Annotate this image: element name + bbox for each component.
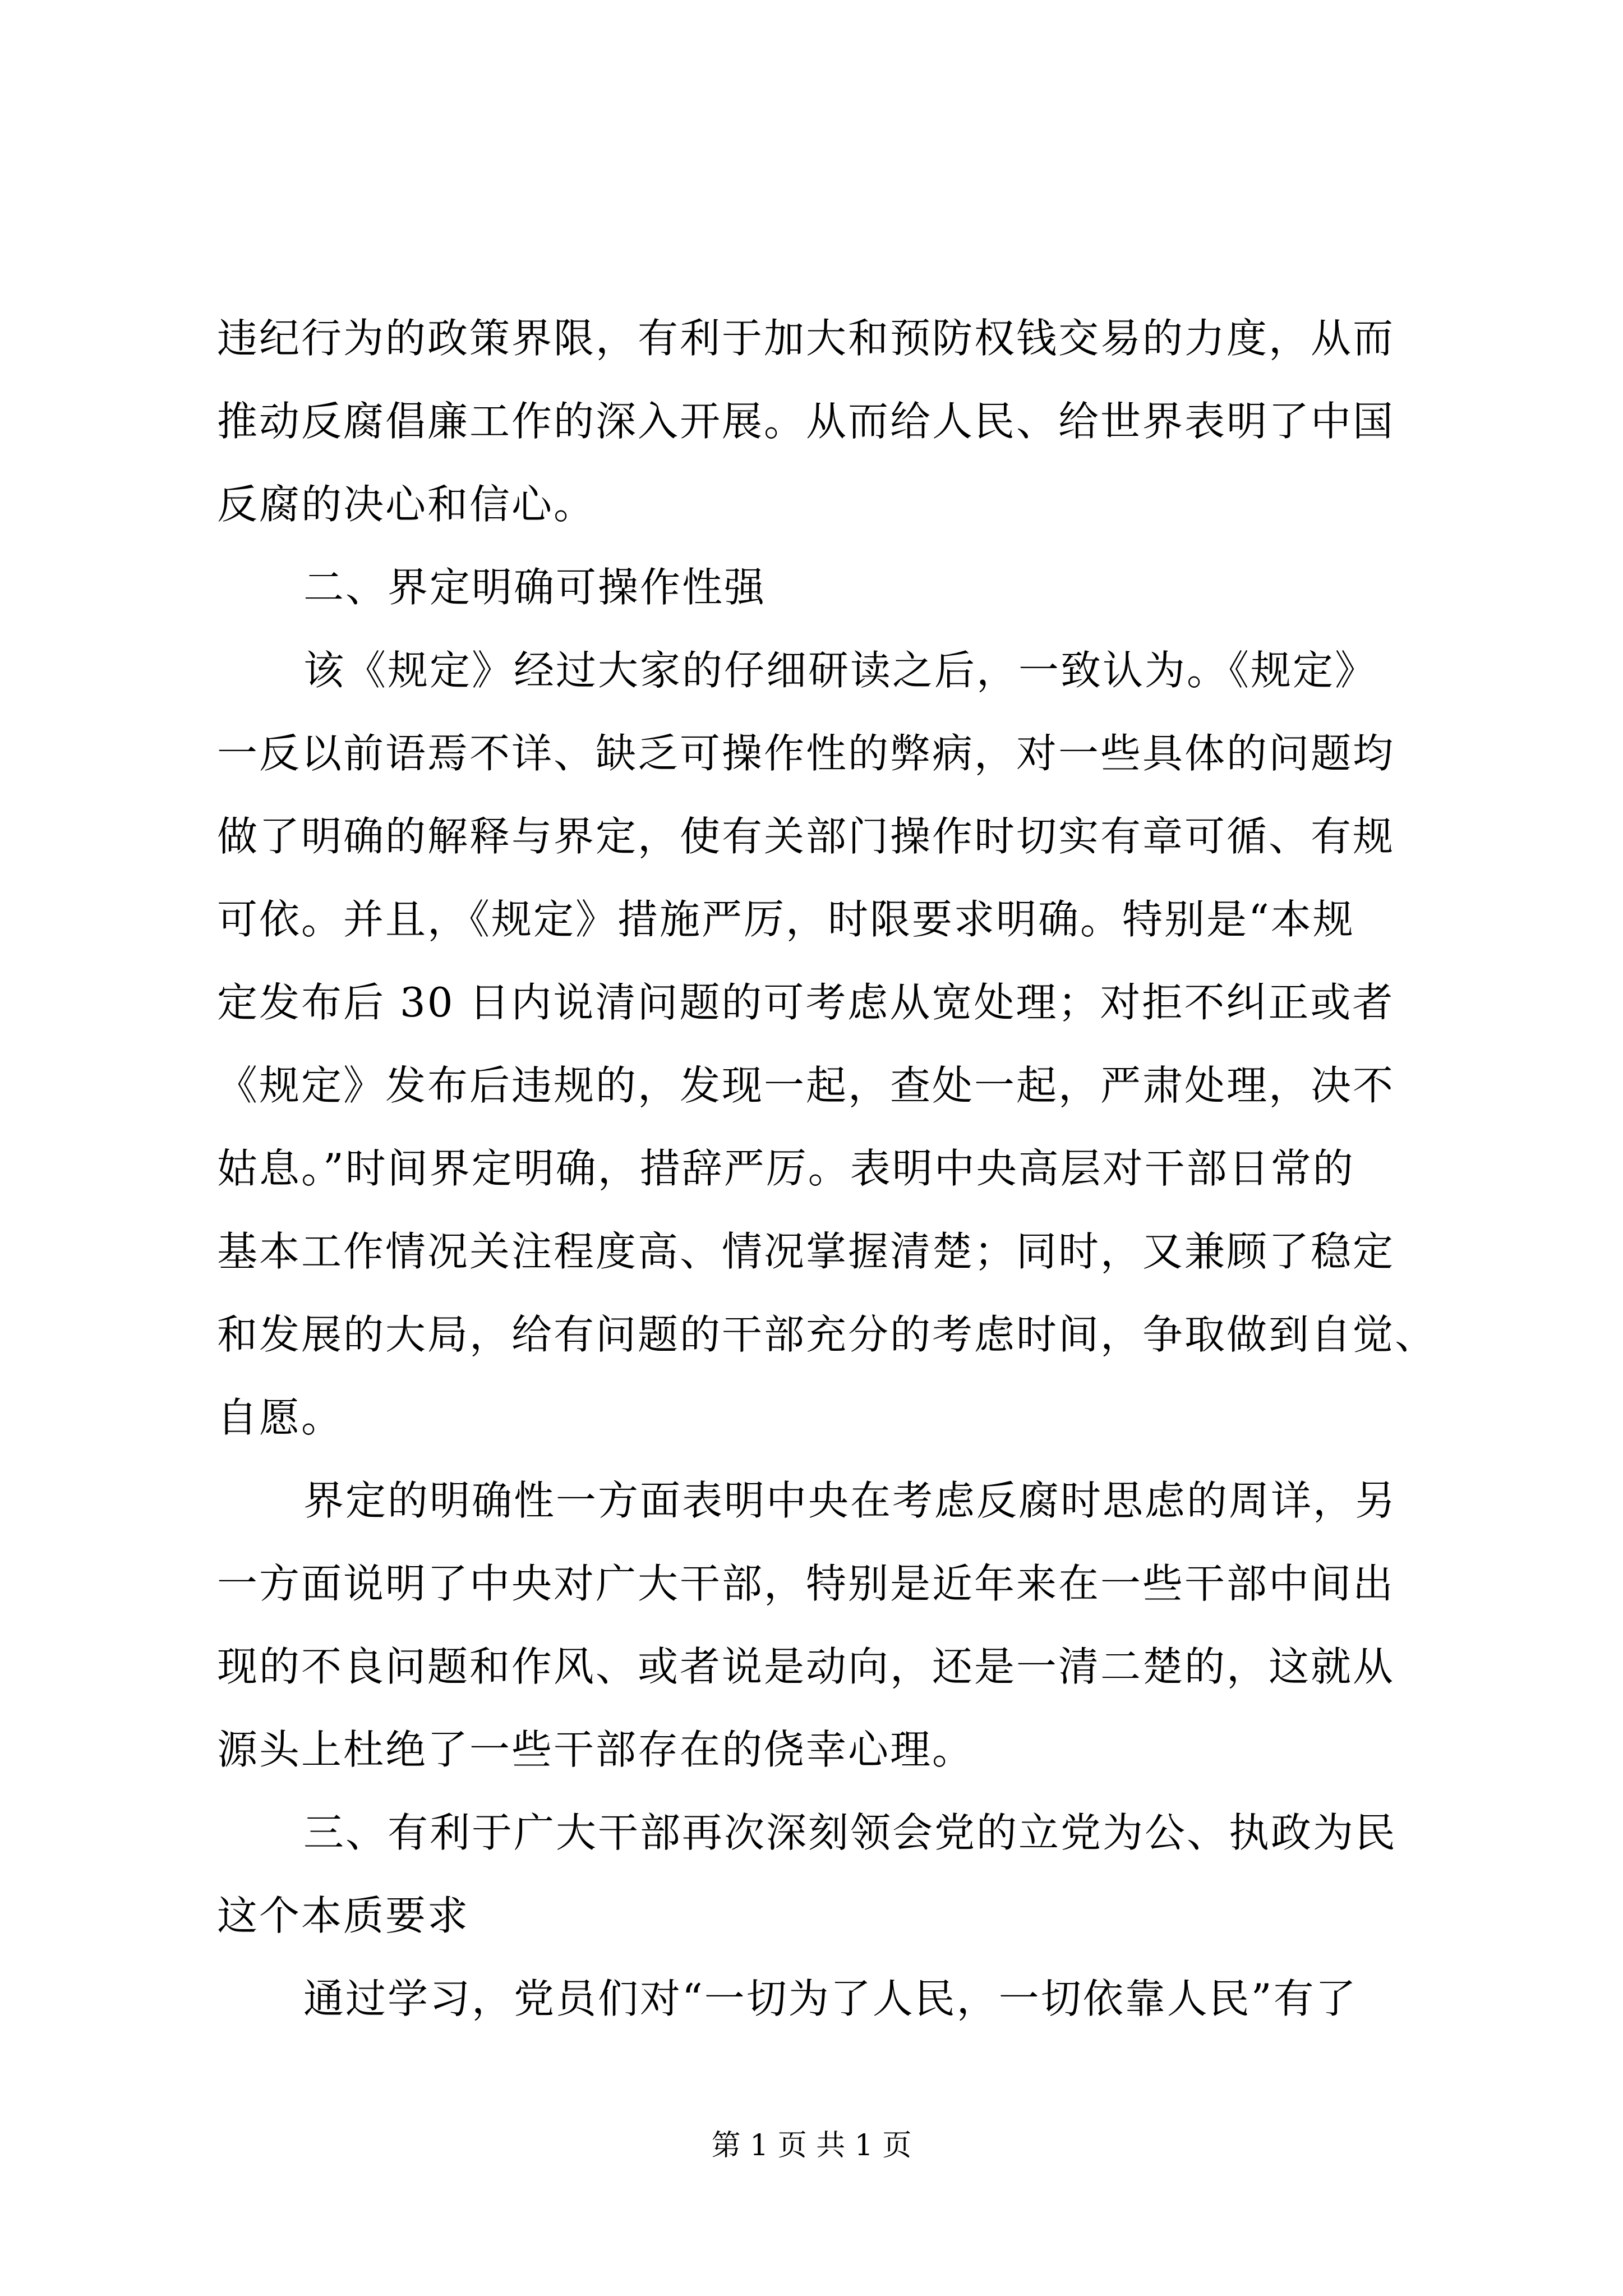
- section-heading: 三、有利于广大干部再次深刻领会党的立党为公、执政为民: [303, 1809, 1398, 1856]
- text-line: 可依。并且，《规定》措施严厉，时限要求明确。特别是“本规: [217, 896, 1355, 943]
- text-line: 和发展的大局，给有问题的干部充分的考虑时间，争取做到自觉、: [217, 1311, 1437, 1358]
- text-line: 违纪行为的政策界限，有利于加大和预防权钱交易的力度，从而: [217, 315, 1395, 362]
- text-line: 姑息。”时间界定明确，措辞严厉。表明中央高层对干部日常的: [217, 1145, 1355, 1192]
- text-line: 做了明确的解释与界定，使有关部门操作时切实有章可循、有规: [217, 813, 1395, 860]
- text-line: 自愿。: [217, 1394, 344, 1441]
- text-line: 反腐的决心和信心。: [217, 481, 596, 528]
- text-line: 基本工作情况关注程度高、情况掌握清楚；同时，又兼顾了稳定: [217, 1228, 1395, 1275]
- text-line: 界定的明确性一方面表明中央在考虑反腐时思虑的周详，另: [303, 1477, 1398, 1524]
- text-line: 《规定》发布后违规的，发现一起，查处一起，严肃处理，决不: [217, 1062, 1395, 1109]
- text-line: 一方面说明了中央对广大干部，特别是近年来在一些干部中间出: [217, 1560, 1395, 1607]
- text-line: 现的不良问题和作风、或者说是动向，还是一清二楚的，这就从: [217, 1643, 1395, 1690]
- text-line: 该《规定》经过大家的仔细研读之后，一致认为。《规定》: [303, 647, 1377, 694]
- text-line: 定发布后 30 日内说清问题的可考虑从宽处理；对拒不纠正或者: [217, 979, 1395, 1026]
- page-footer: 第 1 页 共 1 页: [711, 2129, 912, 2162]
- section-heading: 二、界定明确可操作性强: [303, 564, 767, 611]
- text-line: 一反以前语焉不详、缺乏可操作性的弊病，对一些具体的问题均: [217, 730, 1395, 777]
- text-line: 推动反腐倡廉工作的深入开展。从而给人民、给世界表明了中国: [217, 398, 1395, 445]
- text-line: 通过学习，党员们对“一切为了人民，一切依靠人民”有了: [303, 1975, 1358, 2022]
- section-heading: 这个本质要求: [217, 1892, 470, 1939]
- text-line: 源头上杜绝了一些干部存在的侥幸心理。: [217, 1726, 975, 1773]
